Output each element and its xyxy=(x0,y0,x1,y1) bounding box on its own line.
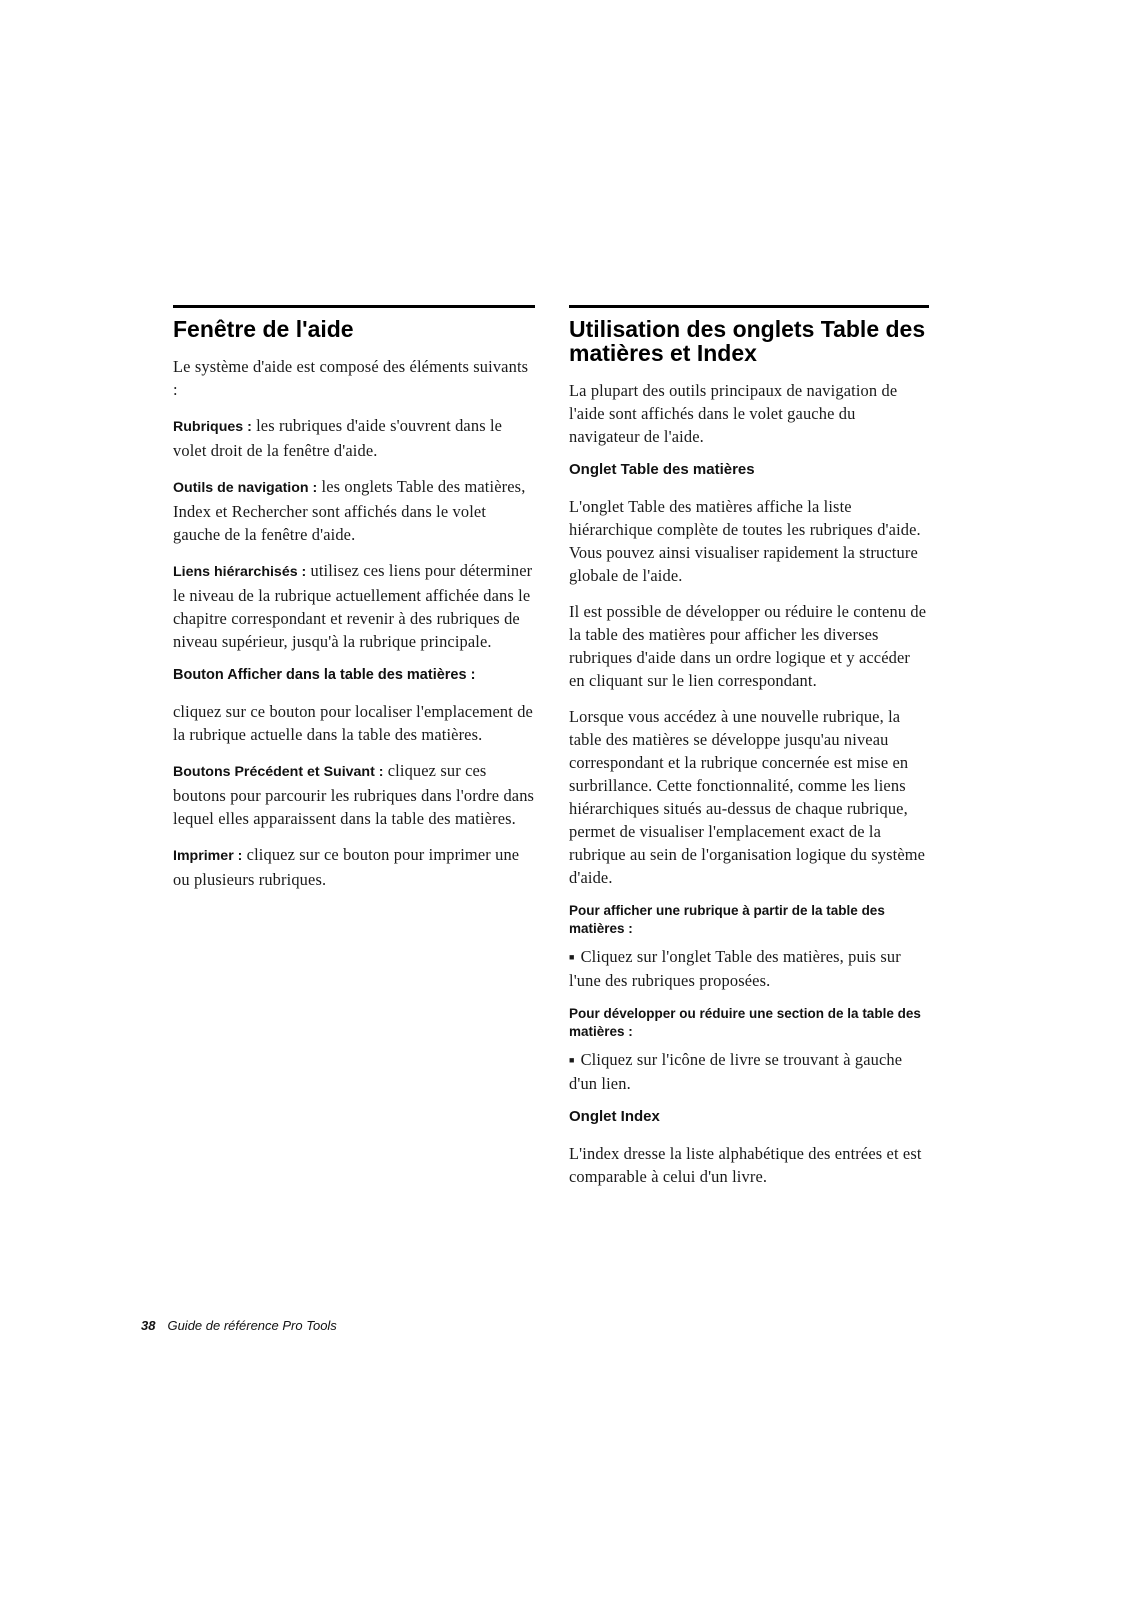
toc-paragraph: Il est possible de développer ou réduire le contenu de la table des matières pour afficher les diverses rubriques d'aide dans un ordre logique et y accéder en cliquant sur le lien correspondant. xyxy=(569,602,927,690)
square-bullet-icon: ■ xyxy=(569,952,575,962)
definition-text: les rubriques d'aide s'ouvrent dans le volet droit de la fenêtre d'aide. xyxy=(173,416,503,460)
right-column xyxy=(569,305,929,1201)
definition-text: cliquez sur ces boutons pour parcourir les rubriques dans l'ordre dans lequel elles apparaissent dans la table des matières. xyxy=(173,761,535,828)
toc-button-text: cliquez sur ce bouton pour localiser l'emplacement de la rubrique actuelle dans la table des matières. xyxy=(173,702,533,744)
footer-title: Guide de référence Pro Tools xyxy=(167,1318,337,1333)
toc-paragraph: L'onglet Table des matières affiche la liste hiérarchique complète de toutes les rubriques d'aide. Vous pouvez ainsi visualiser rapidement la structure globale de l'aide. xyxy=(569,497,921,585)
index-tab-heading: Onglet Index xyxy=(569,1108,660,1125)
procedure-step xyxy=(569,945,929,992)
section-rule xyxy=(173,305,535,308)
square-bullet-icon: ■ xyxy=(569,1055,575,1065)
definition-term: Imprimer : xyxy=(173,848,243,864)
definition-item xyxy=(173,843,535,891)
procedure-step-text: Cliquez sur l'onglet Table des matières, puis sur l'une des rubriques proposées. xyxy=(569,947,901,990)
index-paragraph: L'index dresse la liste alphabétique des entrées et est comparable à celui d'un livre. xyxy=(569,1144,922,1186)
page-footer xyxy=(141,1318,337,1333)
definition-item xyxy=(173,414,535,462)
definition-text: utilisez ces liens pour déterminer le niveau de la rubrique actuellement affichée dans le chapitre correspondant et revenir à des rubriques de niveau supérieur, jusqu'à la rubrique principale. xyxy=(173,561,533,651)
definition-term: Rubriques : xyxy=(173,419,252,435)
definition-term: Outils de navigation : xyxy=(173,480,318,496)
definition-item xyxy=(173,475,535,546)
intro-paragraph: La plupart des outils principaux de navigation de l'aide sont affichés dans le volet gauche du navigateur de l'aide. xyxy=(569,381,898,446)
procedure-heading: Pour développer ou réduire une section de la table des matières : xyxy=(569,1006,921,1039)
intro-paragraph: Le système d'aide est composé des éléments suivants : xyxy=(173,357,529,399)
section-title: Fenêtre de l'aide xyxy=(173,316,354,342)
section-rule xyxy=(569,305,929,308)
definition-text: les onglets Table des matières, Index et Rechercher sont affichés dans le volet gauche de la fenêtre d'aide. xyxy=(173,477,526,544)
definition-term: Liens hiérarchisés : xyxy=(173,564,307,580)
section-title: Utilisation des onglets Table des matières et Index xyxy=(569,316,926,366)
toc-tab-heading: Onglet Table des matières xyxy=(569,461,755,478)
page-number: 38 xyxy=(141,1318,156,1333)
procedure-step-text: Cliquez sur l'icône de livre se trouvant à gauche d'un lien. xyxy=(569,1050,903,1093)
definition-item xyxy=(173,559,535,653)
toc-paragraph: Lorsque vous accédez à une nouvelle rubrique, la table des matières se développe jusqu'au niveau correspondant et la rubrique concernée est mise en surbrillance. Cette fonctionnalité, comme les liens hiérarchiques situés au-dessus de chaque rubrique, permet de visualiser l'emplacement exact de la rubrique au sein de l'organisation logique du système d'aide. xyxy=(569,707,926,887)
toc-button-heading: Bouton Afficher dans la table des matières : xyxy=(173,667,476,683)
definition-term: Boutons Précédent et Suivant : xyxy=(173,764,384,780)
procedure-step xyxy=(569,1048,929,1095)
left-column xyxy=(173,305,535,904)
definition-text: cliquez sur ce bouton pour imprimer une ou plusieurs rubriques. xyxy=(173,845,520,889)
procedure-heading: Pour afficher une rubrique à partir de la table des matières : xyxy=(569,903,885,936)
definition-item xyxy=(173,759,535,830)
